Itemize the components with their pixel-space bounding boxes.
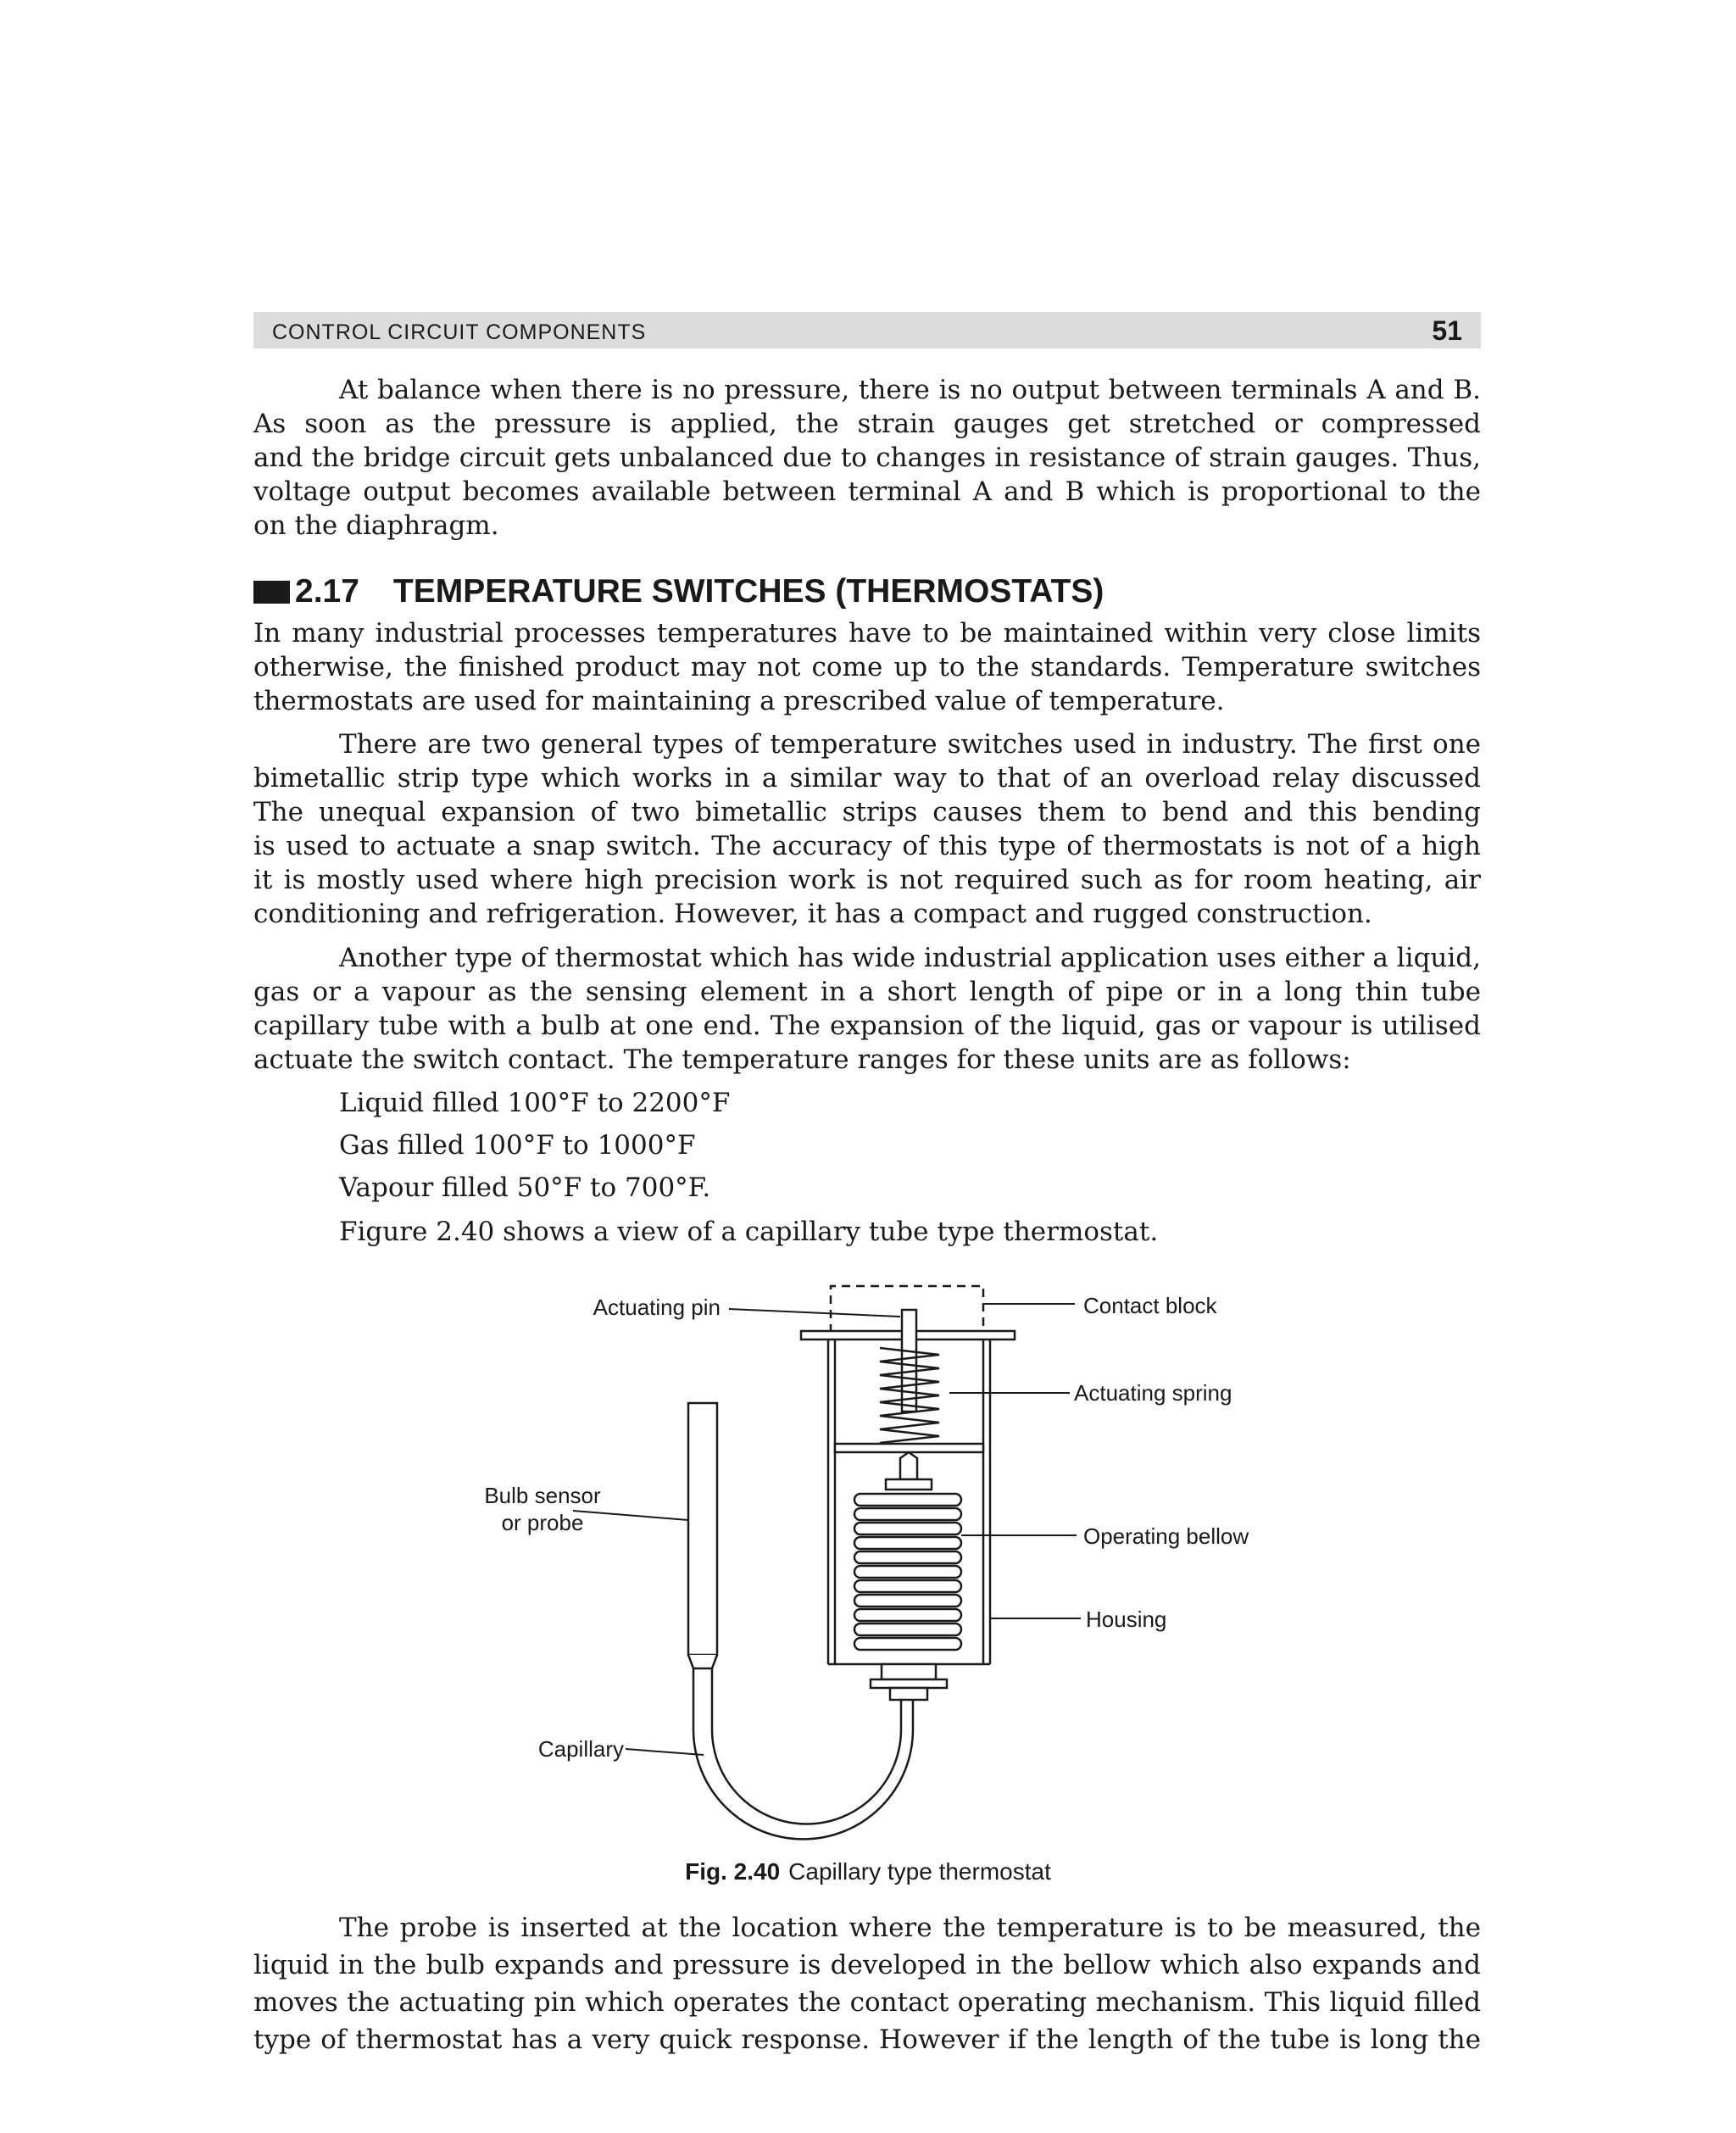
label-bulb-sensor: Bulb sensor [484,1483,601,1508]
leader-capillary [626,1749,704,1755]
section-paragraph-1 [253,616,1481,718]
bulb-sensor [688,1403,717,1655]
capillary-outer [693,1668,913,1839]
section-paragraph-2 [253,727,1481,931]
label-capillary: Capillary [537,1736,624,1762]
paragraph-line: bimetallic strip type which works in a similar way to that of an overload relay discussed [253,763,1481,794]
leader-bulb-sensor [573,1511,688,1520]
paragraph-line: it is mostly used where high precision work is not required such as for room heating, air [253,865,1481,895]
label-operating-bellow: Operating bellow [1083,1523,1249,1549]
bottom-fitting [882,1664,936,1679]
bellow-cap [886,1479,932,1490]
closing-line: moves the actuating pin which operates the contact operating mechanism. This liquid filled [253,1987,1481,2018]
paragraph-line: thermostats are used for maintaining a prescribed value of temperature. [253,686,1225,716]
caption-text: Capillary type thermostat [788,1858,1051,1885]
intro-line: and the bridge circuit gets unbalanced due to changes in resistance of strain gauges. Thus, [253,443,1481,473]
section-paragraph-3 [253,941,1481,1077]
paragraph-line: There are two general types of temperature switches used in industry. The first one [339,729,1481,760]
intro-line: voltage output becomes available between terminal A and B which is proportional to the [253,476,1481,507]
section-title: TEMPERATURE SWITCHES (THERMOSTATS) [392,573,1104,610]
paragraph-line: otherwise, the finished product may not come up to the standards. Temperature switches [253,652,1481,682]
actuating-spring [880,1348,939,1443]
bottom-nipple [890,1688,927,1700]
section-number: 2.17 [295,573,359,610]
section-heading [253,573,1104,610]
heading-marker [253,581,290,604]
operating-bellow [854,1494,961,1650]
bulb-neck [688,1655,717,1668]
spring-plate [835,1444,983,1452]
contact-block-outline [831,1286,983,1333]
page-number: 51 [1432,315,1462,346]
paragraph-line: The unequal expansion of two bimetallic strips causes them to bend and this bending [253,797,1481,827]
figure-caption [0,1858,1736,1885]
label-bulb-sensor-2: or probe [501,1510,584,1535]
paragraph-line: actuate the switch contact. The temperature ranges for these units are as follows: [253,1044,1351,1075]
closing-line: type of thermostat has a very quick response. However if the length of the tube is long the [253,2024,1481,2055]
paragraph-line: is used to actuate a snap switch. The accuracy of this type of thermostats is not of a high [253,831,1481,861]
running-header [253,312,1481,348]
closing-paragraph [253,1911,1481,2060]
label-actuating-spring: Actuating spring [1074,1380,1232,1406]
paragraph-line: In many industrial processes temperatures have to be maintained within very close limits [253,618,1481,649]
intro-line: At balance when there is no pressure, there is no output between terminals A and B. [339,375,1481,405]
label-actuating-pin: Actuating pin [593,1295,721,1320]
bellow-stem [900,1452,917,1479]
intro-line: on the diaphragm. [253,510,499,541]
header-title: CONTROL CIRCUIT COMPONENTS [272,320,647,344]
figure-reference: Figure 2.40 shows a view of a capillary tube type thermostat. [339,1217,1159,1247]
closing-line: liquid in the bulb expands and pressure is developed in the bellow which also expands and [253,1950,1481,1980]
actuating-pin [902,1310,916,1412]
label-contact-block: Contact block [1083,1293,1217,1318]
caption-label: Fig. 2.40 [685,1858,781,1885]
paragraph-line: gas or a vapour as the sensing element in a short length of pipe or in a long thin tube [253,977,1481,1007]
leader-actuating-pin [729,1309,900,1317]
bottom-flange [871,1679,947,1688]
range-liquid: Liquid filled 100°F to 2200°F [339,1088,731,1118]
label-housing: Housing [1086,1607,1167,1632]
range-vapour: Vapour filled 50°F to 700°F. [339,1172,711,1203]
paragraph-line: Another type of thermostat which has wide industrial application uses either a liquid, [339,943,1481,973]
intro-line: As soon as the pressure is applied, the strain gauges get stretched or compressed [253,409,1481,439]
capillary-inner [712,1668,901,1824]
range-gas: Gas filled 100°F to 1000°F [339,1130,696,1161]
intro-paragraph [253,373,1481,543]
closing-line: The probe is inserted at the location where the temperature is to be measured, the [339,1913,1481,1943]
paragraph-line: conditioning and refrigeration. However, it has a compact and rugged construction. [253,899,1372,929]
paragraph-line: capillary tube with a bulb at one end. The expansion of the liquid, gas or vapour is utilised [253,1011,1481,1041]
top-plate [801,1331,1015,1339]
